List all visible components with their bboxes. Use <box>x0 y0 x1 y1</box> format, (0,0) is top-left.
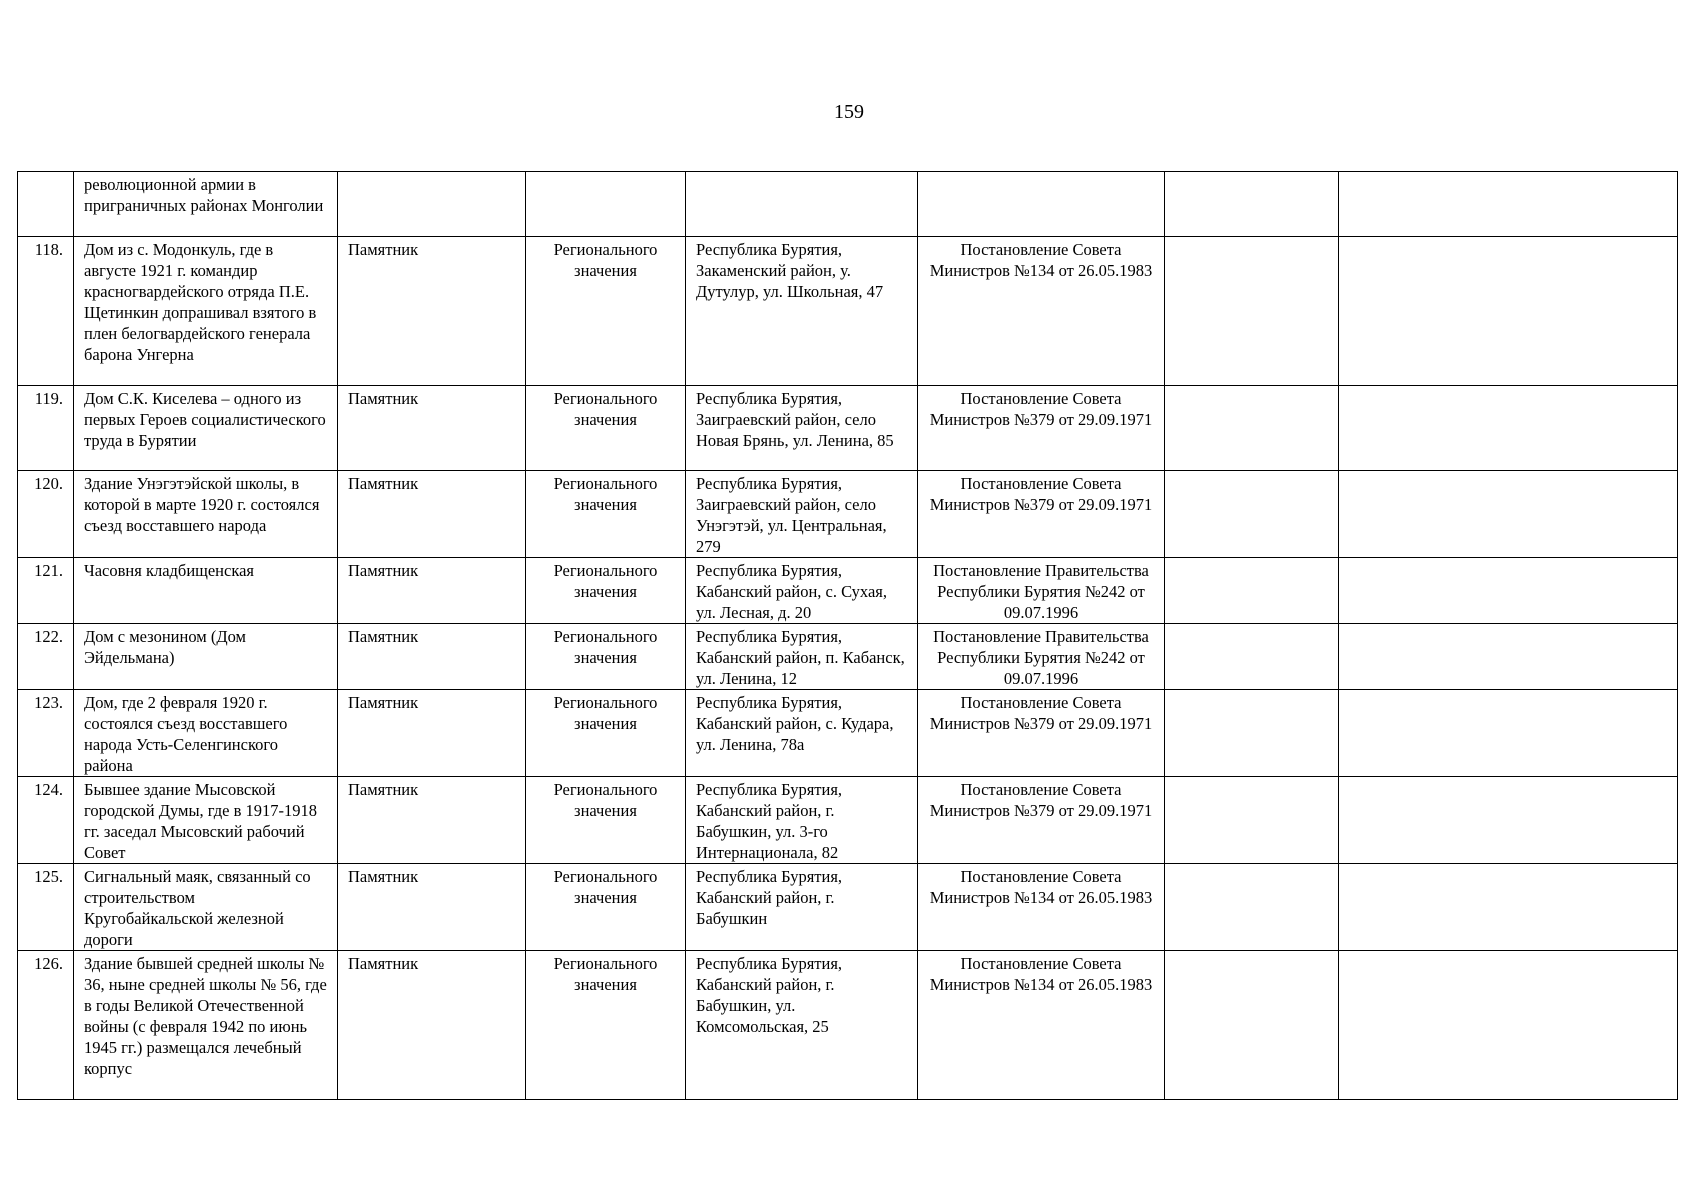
table-row <box>18 237 1678 386</box>
cell-document: Постановление Совета Министров №134 от 26.05.1983 <box>918 864 1165 951</box>
table-row <box>18 624 1678 690</box>
cell-extra-1 <box>1165 690 1339 777</box>
cell-document: Постановление Совета Министров №379 от 29.09.1971 <box>918 386 1165 471</box>
cell-document: Постановление Правительства Республики Бурятия №242 от 09.07.1996 <box>918 558 1165 624</box>
cell-number: 118. <box>18 237 74 386</box>
cell-object-type: Памятник <box>338 690 526 777</box>
cell-extra-1 <box>1165 558 1339 624</box>
cell-extra-2 <box>1339 558 1678 624</box>
cell-address: Республика Бурятия, Кабанский район, с. Кудара, ул. Ленина, 78а <box>686 690 918 777</box>
cell-extra-2 <box>1339 386 1678 471</box>
cell-object-type: Памятник <box>338 951 526 1100</box>
cell-object-name: Бывшее здание Мысовской городской Думы, где в 1917-1918 гг. заседал Мысовский рабочий Совет <box>74 777 338 864</box>
heritage-registry-table <box>17 171 1678 1100</box>
cell-number: 119. <box>18 386 74 471</box>
page-number: 159 <box>834 101 864 123</box>
cell-object-name: Здание Унэгэтэйской школы, в которой в марте 1920 г. состоялся съезд восставшего народа <box>74 471 338 558</box>
cell-extra-1 <box>1165 624 1339 690</box>
cell-address: Республика Бурятия, Кабанский район, с. Сухая, ул. Лесная, д. 20 <box>686 558 918 624</box>
cell-object-name: Здание бывшей средней школы № 36, ныне средней школы № 56, где в годы Великой Отечественной войны (с февраля 1942 по июнь 1945 гг.) размещался лечебный корпус <box>74 951 338 1100</box>
cell-address: Республика Бурятия, Заиграевский район, село Унэгэтэй, ул. Центральная, 279 <box>686 471 918 558</box>
table-row <box>18 471 1678 558</box>
cell-address <box>686 172 918 237</box>
cell-address: Республика Бурятия, Кабанский район, г. Бабушкин, ул. 3-го Интернационала, 82 <box>686 777 918 864</box>
cell-number: 123. <box>18 690 74 777</box>
cell-object-name: Дом из с. Модонкуль, где в августе 1921 г. командир красногвардейского отряда П.Е. Щетинкин допрашивал взятого в плен белогвардейского генерала барона Унгерна <box>74 237 338 386</box>
cell-document: Постановление Совета Министров №379 от 29.09.1971 <box>918 690 1165 777</box>
cell-object-type: Памятник <box>338 777 526 864</box>
cell-object-type: Памятник <box>338 624 526 690</box>
cell-extra-1 <box>1165 864 1339 951</box>
cell-object-type: Памятник <box>338 386 526 471</box>
cell-extra-1 <box>1165 777 1339 864</box>
cell-document: Постановление Совета Министров №379 от 29.09.1971 <box>918 471 1165 558</box>
table-row <box>18 777 1678 864</box>
table-row <box>18 690 1678 777</box>
cell-address: Республика Бурятия, Закаменский район, у. Дутулур, ул. Школьная, 47 <box>686 237 918 386</box>
cell-extra-2 <box>1339 777 1678 864</box>
cell-number: 120. <box>18 471 74 558</box>
cell-extra-2 <box>1339 690 1678 777</box>
cell-number: 124. <box>18 777 74 864</box>
cell-object-type: Памятник <box>338 471 526 558</box>
cell-object-type <box>338 172 526 237</box>
cell-category: Регионального значения <box>526 624 686 690</box>
cell-extra-1 <box>1165 951 1339 1100</box>
cell-object-name: Дом, где 2 февраля 1920 г. состоялся съезд восставшего народа Усть-Селенгинского района <box>74 690 338 777</box>
cell-object-type: Памятник <box>338 558 526 624</box>
cell-number: 122. <box>18 624 74 690</box>
cell-category: Регионального значения <box>526 864 686 951</box>
table-row <box>18 386 1678 471</box>
cell-category: Регионального значения <box>526 951 686 1100</box>
cell-document: Постановление Совета Министров №134 от 26.05.1983 <box>918 951 1165 1100</box>
table-row <box>18 172 1678 237</box>
cell-number: 121. <box>18 558 74 624</box>
cell-document: Постановление Правительства Республики Бурятия №242 от 09.07.1996 <box>918 624 1165 690</box>
cell-category: Регионального значения <box>526 558 686 624</box>
cell-object-type: Памятник <box>338 864 526 951</box>
cell-extra-1 <box>1165 237 1339 386</box>
cell-extra-2 <box>1339 864 1678 951</box>
cell-document <box>918 172 1165 237</box>
table-row <box>18 864 1678 951</box>
cell-address: Республика Бурятия, Заиграевский район, село Новая Брянь, ул. Ленина, 85 <box>686 386 918 471</box>
cell-category: Регионального значения <box>526 690 686 777</box>
cell-document: Постановление Совета Министров №134 от 26.05.1983 <box>918 237 1165 386</box>
cell-extra-1 <box>1165 172 1339 237</box>
cell-extra-2 <box>1339 237 1678 386</box>
cell-number <box>18 172 74 237</box>
cell-object-name: Сигнальный маяк, связанный со строительством Кругобайкальской железной дороги <box>74 864 338 951</box>
cell-extra-1 <box>1165 386 1339 471</box>
cell-category: Регионального значения <box>526 386 686 471</box>
cell-object-name: революционной армии в приграничных районах Монголии <box>74 172 338 237</box>
cell-extra-1 <box>1165 471 1339 558</box>
cell-document: Постановление Совета Министров №379 от 29.09.1971 <box>918 777 1165 864</box>
cell-address: Республика Бурятия, Кабанский район, г. Бабушкин, ул. Комсомольская, 25 <box>686 951 918 1100</box>
cell-category: Регионального значения <box>526 237 686 386</box>
cell-address: Республика Бурятия, Кабанский район, п. Кабанск, ул. Ленина, 12 <box>686 624 918 690</box>
cell-number: 125. <box>18 864 74 951</box>
cell-object-name: Дом С.К. Киселева – одного из первых Героев социалистического труда в Бурятии <box>74 386 338 471</box>
cell-number: 126. <box>18 951 74 1100</box>
cell-extra-2 <box>1339 951 1678 1100</box>
cell-category: Регионального значения <box>526 777 686 864</box>
cell-object-type: Памятник <box>338 237 526 386</box>
table-row <box>18 951 1678 1100</box>
cell-category <box>526 172 686 237</box>
cell-object-name: Часовня кладбищенская <box>74 558 338 624</box>
cell-extra-2 <box>1339 624 1678 690</box>
cell-category: Регионального значения <box>526 471 686 558</box>
cell-extra-2 <box>1339 471 1678 558</box>
cell-extra-2 <box>1339 172 1678 237</box>
cell-object-name: Дом с мезонином (Дом Эйдельмана) <box>74 624 338 690</box>
table-row <box>18 558 1678 624</box>
cell-address: Республика Бурятия, Кабанский район, г. Бабушкин <box>686 864 918 951</box>
